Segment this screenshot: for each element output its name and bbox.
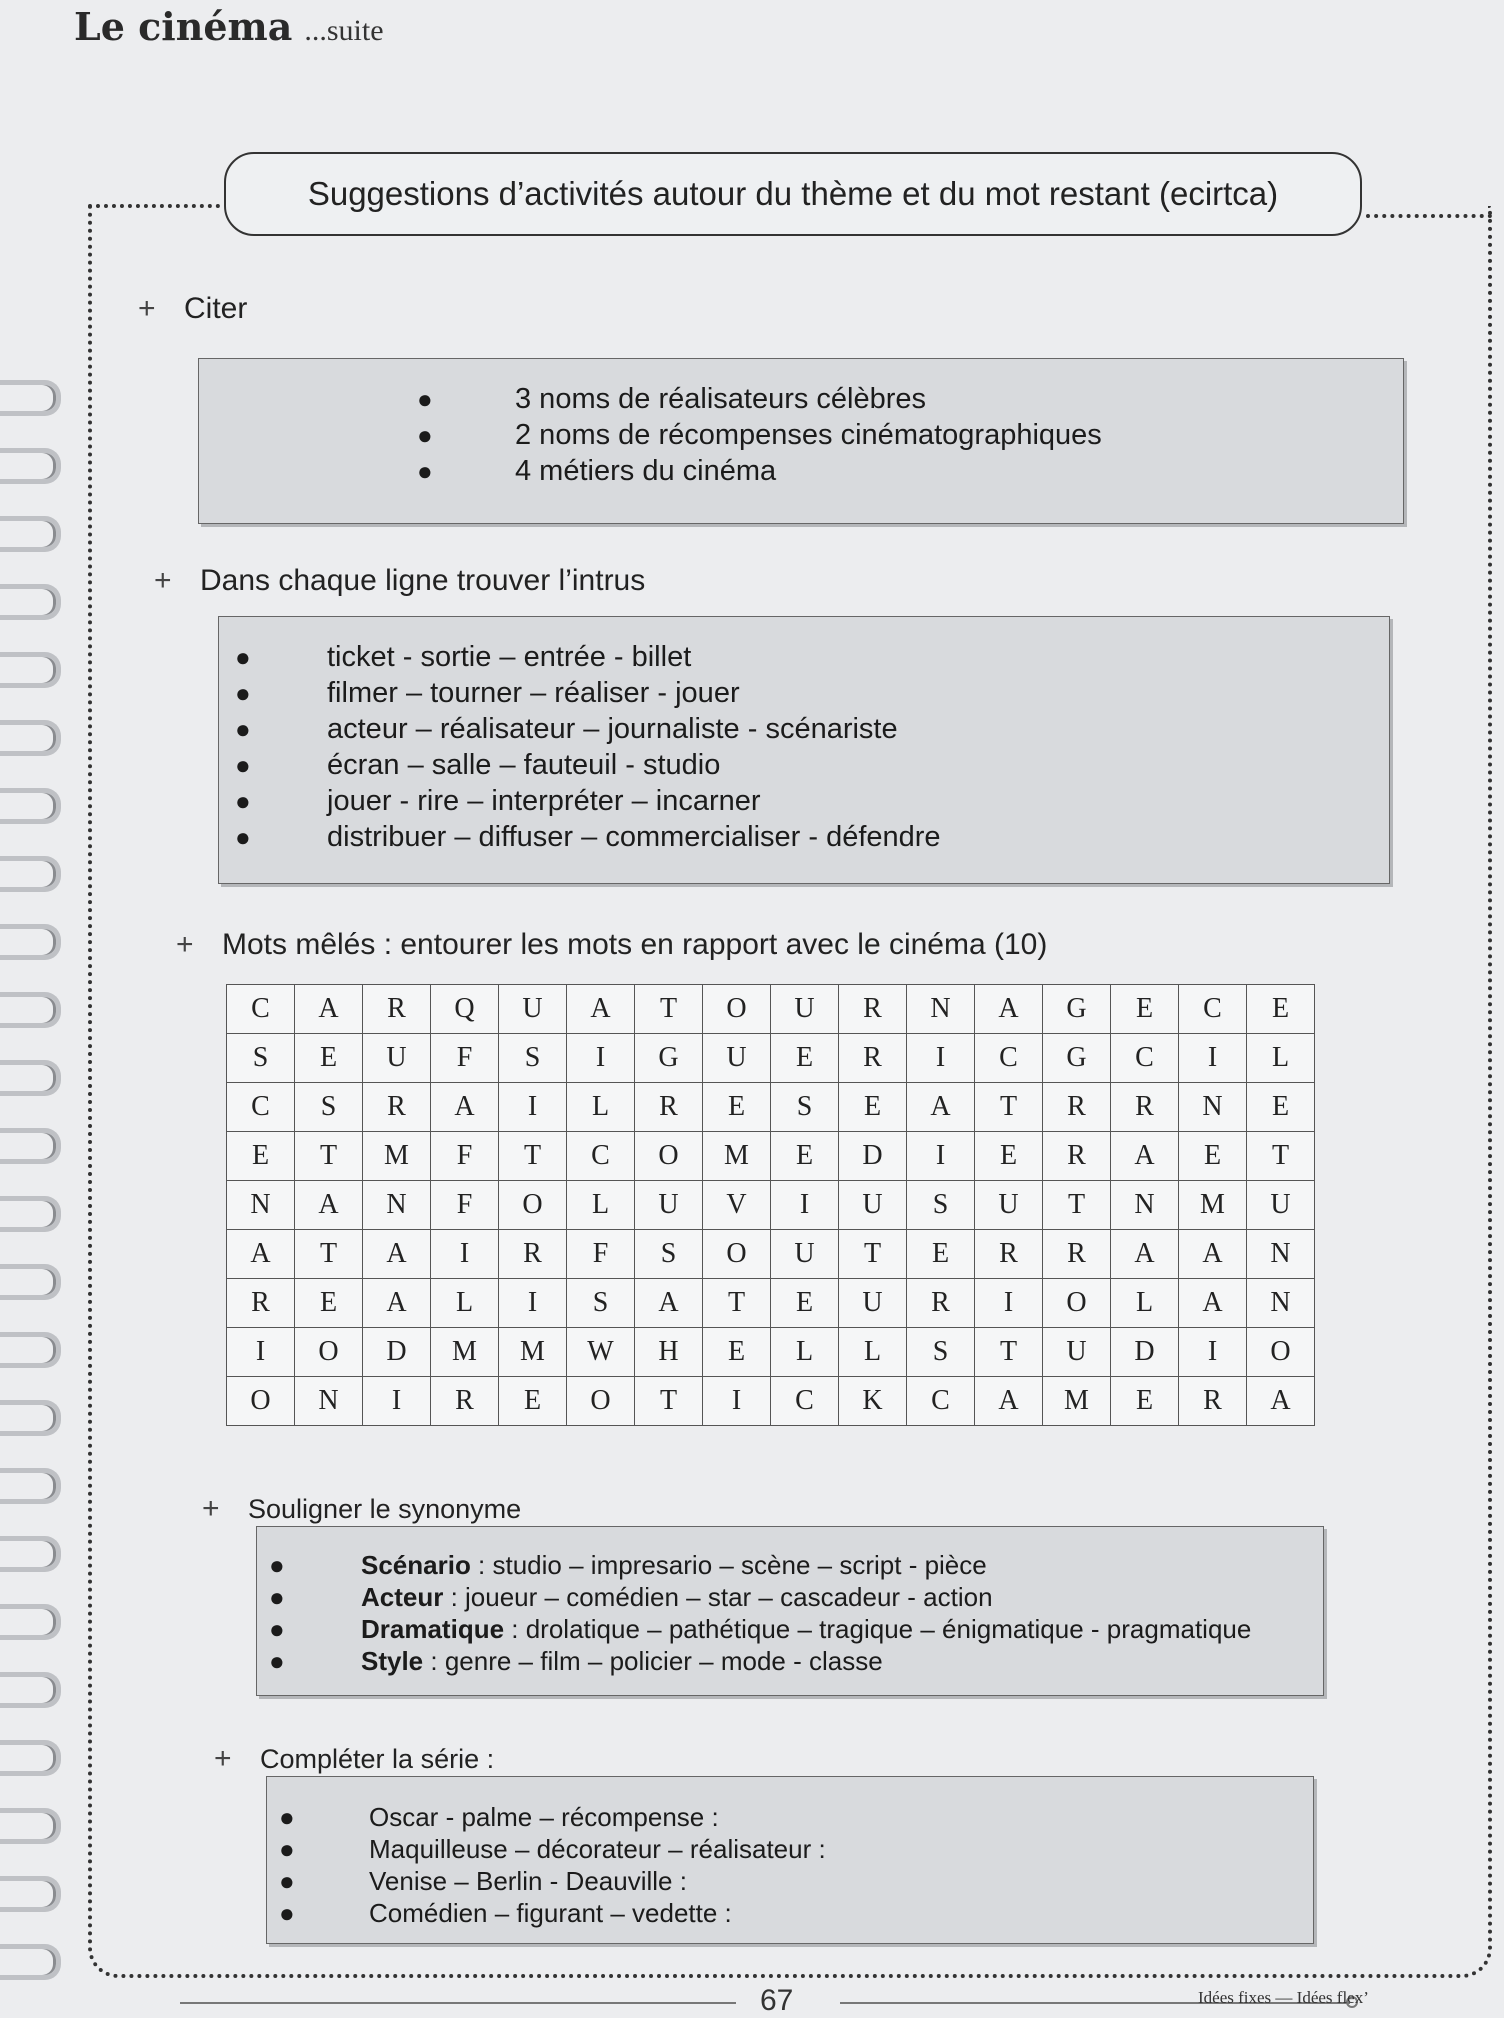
grid-cell: M: [1043, 1377, 1111, 1426]
grid-cell: S: [567, 1279, 635, 1328]
grid-cell: A: [1111, 1132, 1179, 1181]
grid-cell: K: [839, 1377, 907, 1426]
suggestions-banner: Suggestions d’activités autour du thème et du mot restant (ecirtca): [224, 152, 1362, 236]
grid-cell: D: [363, 1328, 431, 1377]
grid-cell: E: [703, 1083, 771, 1132]
plus-icon: +: [138, 292, 156, 325]
grid-cell: I: [363, 1377, 431, 1426]
grid-cell: O: [227, 1377, 295, 1426]
grid-cell: I: [703, 1377, 771, 1426]
spiral-ring: [0, 1740, 61, 1776]
grid-cell: E: [1247, 1083, 1315, 1132]
section-intrus-heading: [154, 564, 645, 598]
spiral-ring: [0, 856, 61, 892]
grid-cell: U: [1043, 1328, 1111, 1377]
grid-cell: R: [431, 1377, 499, 1426]
grid-row: [227, 985, 1315, 1034]
grid-cell: R: [1111, 1083, 1179, 1132]
grid-cell: N: [363, 1181, 431, 1230]
grid-cell: R: [635, 1083, 703, 1132]
grid-cell: I: [567, 1034, 635, 1083]
section-mots-meles-heading: [176, 928, 1047, 962]
grid-cell: R: [227, 1279, 295, 1328]
section-serie-title: Compléter la série :: [260, 1743, 495, 1774]
spiral-ring: [0, 448, 61, 484]
plus-icon: +: [202, 1492, 220, 1525]
grid-cell: R: [1043, 1132, 1111, 1181]
spiral-ring: [0, 1876, 61, 1912]
spiral-ring: [0, 652, 61, 688]
list-item: ● acteur – réalisateur – journaliste - scénariste: [235, 713, 898, 745]
grid-cell: G: [635, 1034, 703, 1083]
grid-cell: N: [907, 985, 975, 1034]
list-item: ● Oscar - palme – récompense :: [279, 1802, 719, 1832]
footer-credit: Idées fixes — Idées flex’: [1198, 1988, 1369, 2007]
list-item: ● Maquilleuse – décorateur – réalisateur :: [279, 1834, 826, 1864]
grid-cell: O: [1043, 1279, 1111, 1328]
plus-icon: +: [214, 1742, 232, 1775]
grid-cell: C: [227, 985, 295, 1034]
list-item: ● Venise – Berlin - Deauville :: [279, 1866, 687, 1896]
bullet-icon: ●: [269, 1582, 285, 1612]
spiral-ring: [0, 924, 61, 960]
grid-cell: E: [907, 1230, 975, 1279]
grid-cell: O: [295, 1328, 363, 1377]
serie-box: [266, 1776, 1314, 1944]
grid-cell: E: [1111, 985, 1179, 1034]
spiral-ring: [0, 1468, 61, 1504]
grid-cell: T: [635, 985, 703, 1034]
grid-cell: V: [703, 1181, 771, 1230]
grid-cell: S: [295, 1083, 363, 1132]
grid-cell: C: [227, 1083, 295, 1132]
grid-cell: I: [1179, 1034, 1247, 1083]
spiral-ring: [0, 1060, 61, 1096]
grid-cell: T: [703, 1279, 771, 1328]
bullet-icon: ●: [235, 678, 251, 708]
list-item: ● jouer - rire – interpréter – incarner: [235, 785, 761, 817]
bullet-icon: ●: [279, 1834, 295, 1864]
grid-cell: M: [499, 1328, 567, 1377]
plus-icon: +: [154, 564, 172, 597]
bullet-icon: ●: [235, 786, 251, 816]
grid-cell: I: [771, 1181, 839, 1230]
grid-row: [227, 1132, 1315, 1181]
synonyme-box: [256, 1526, 1324, 1696]
citer-box: [198, 358, 1404, 524]
grid-cell: T: [635, 1377, 703, 1426]
bullet-icon: ●: [417, 384, 433, 414]
grid-row: [227, 1230, 1315, 1279]
grid-cell: U: [839, 1279, 907, 1328]
page-title: [74, 4, 384, 49]
bullet-icon: ●: [279, 1898, 295, 1928]
grid-cell: E: [295, 1034, 363, 1083]
grid-cell: E: [771, 1034, 839, 1083]
spiral-ring: [0, 380, 61, 416]
list-item: ● 2 noms de récompenses cinématographiques: [417, 419, 1102, 451]
grid-cell: I: [975, 1279, 1043, 1328]
grid-cell: C: [771, 1377, 839, 1426]
title-sub: ...suite: [304, 14, 384, 47]
bullet-icon: ●: [269, 1646, 285, 1676]
spiral-ring: [0, 1808, 61, 1844]
grid-cell: D: [839, 1132, 907, 1181]
grid-cell: W: [567, 1328, 635, 1377]
spiral-ring: [0, 1672, 61, 1708]
section-intrus-title: Dans chaque ligne trouver l’intrus: [200, 564, 646, 597]
list-item: ● Style : genre – film – policier – mode - classe: [269, 1646, 883, 1676]
grid-cell: U: [703, 1034, 771, 1083]
grid-cell: F: [431, 1132, 499, 1181]
section-serie-heading: [214, 1742, 494, 1776]
grid-cell: I: [499, 1279, 567, 1328]
grid-cell: C: [1179, 985, 1247, 1034]
bullet-icon: ●: [235, 750, 251, 780]
bullet-icon: ●: [235, 642, 251, 672]
grid-cell: E: [975, 1132, 1043, 1181]
grid-cell: Q: [431, 985, 499, 1034]
grid-cell: A: [635, 1279, 703, 1328]
grid-cell: A: [975, 1377, 1043, 1426]
grid-cell: L: [567, 1181, 635, 1230]
list-item: ● 4 métiers du cinéma: [417, 455, 777, 487]
grid-cell: A: [1179, 1230, 1247, 1279]
list-item: ● écran – salle – fauteuil - studio: [235, 749, 721, 781]
grid-cell: R: [1043, 1230, 1111, 1279]
bullet-icon: ●: [417, 420, 433, 450]
grid-cell: N: [1247, 1230, 1315, 1279]
grid-cell: A: [295, 985, 363, 1034]
section-citer-title: Citer: [184, 292, 248, 325]
grid-cell: A: [431, 1083, 499, 1132]
grid-cell: E: [499, 1377, 567, 1426]
list-item: ● Comédien – figurant – vedette :: [279, 1898, 732, 1928]
grid-cell: G: [1043, 1034, 1111, 1083]
grid-cell: L: [1247, 1034, 1315, 1083]
section-synonyme-heading: [202, 1492, 521, 1526]
list-item: ● distribuer – diffuser – commercialiser - défendre: [235, 821, 941, 853]
word-search-grid: [226, 984, 1315, 1426]
grid-row: [227, 1328, 1315, 1377]
spiral-binding: [0, 380, 70, 2016]
grid-cell: I: [499, 1083, 567, 1132]
spiral-ring: [0, 1604, 61, 1640]
section-synonyme-title: Souligner le synonyme: [248, 1493, 522, 1524]
list-item: ● ticket - sortie – entrée - billet: [235, 641, 692, 673]
grid-cell: N: [295, 1377, 363, 1426]
grid-cell: A: [227, 1230, 295, 1279]
grid-cell: F: [431, 1181, 499, 1230]
bullet-icon: ●: [269, 1614, 285, 1644]
spiral-ring: [0, 516, 61, 552]
grid-cell: O: [703, 985, 771, 1034]
grid-cell: N: [1179, 1083, 1247, 1132]
grid-row: [227, 1377, 1315, 1426]
grid-cell: U: [771, 1230, 839, 1279]
grid-row: [227, 1181, 1315, 1230]
grid-cell: A: [975, 985, 1043, 1034]
bullet-icon: ●: [269, 1550, 285, 1580]
grid-cell: T: [975, 1328, 1043, 1377]
grid-cell: U: [771, 985, 839, 1034]
grid-cell: A: [363, 1230, 431, 1279]
grid-cell: A: [1111, 1230, 1179, 1279]
grid-cell: E: [839, 1083, 907, 1132]
spiral-ring: [0, 1196, 61, 1232]
grid-cell: R: [839, 985, 907, 1034]
grid-cell: E: [1179, 1132, 1247, 1181]
grid-cell: G: [1043, 985, 1111, 1034]
spiral-ring: [0, 1536, 61, 1572]
grid-cell: I: [907, 1132, 975, 1181]
title-main: Le cinéma: [74, 4, 293, 49]
grid-row: [227, 1034, 1315, 1083]
grid-cell: U: [839, 1181, 907, 1230]
grid-cell: E: [1111, 1377, 1179, 1426]
grid-row: [227, 1279, 1315, 1328]
grid-cell: O: [567, 1377, 635, 1426]
grid-cell: S: [499, 1034, 567, 1083]
grid-cell: U: [363, 1034, 431, 1083]
grid-cell: E: [295, 1279, 363, 1328]
grid-cell: C: [907, 1377, 975, 1426]
grid-cell: F: [567, 1230, 635, 1279]
grid-cell: H: [635, 1328, 703, 1377]
spiral-ring: [0, 788, 61, 824]
grid-cell: T: [295, 1132, 363, 1181]
grid-cell: O: [1247, 1328, 1315, 1377]
spiral-ring: [0, 720, 61, 756]
spiral-ring: [0, 1400, 61, 1436]
grid-cell: S: [907, 1328, 975, 1377]
footer-rule: [180, 2002, 736, 2004]
grid-cell: D: [1111, 1328, 1179, 1377]
grid-cell: C: [975, 1034, 1043, 1083]
intrus-box: [218, 616, 1390, 884]
spiral-ring: [0, 584, 61, 620]
plus-icon: +: [176, 928, 194, 961]
grid-row: [227, 1083, 1315, 1132]
list-item: ● Scénario : studio – impresario – scène – script - pièce: [269, 1550, 987, 1580]
grid-cell: C: [1111, 1034, 1179, 1083]
bullet-icon: ●: [279, 1866, 295, 1896]
spiral-ring: [0, 992, 61, 1028]
grid-cell: I: [227, 1328, 295, 1377]
grid-cell: O: [635, 1132, 703, 1181]
grid-cell: E: [703, 1328, 771, 1377]
grid-cell: T: [499, 1132, 567, 1181]
grid-cell: N: [227, 1181, 295, 1230]
page-footer: [180, 1984, 1380, 2016]
grid-cell: T: [1043, 1181, 1111, 1230]
grid-cell: L: [431, 1279, 499, 1328]
grid-cell: T: [975, 1083, 1043, 1132]
spiral-ring: [0, 1128, 61, 1164]
grid-cell: O: [703, 1230, 771, 1279]
grid-cell: S: [771, 1083, 839, 1132]
grid-cell: E: [771, 1279, 839, 1328]
grid-cell: R: [1043, 1083, 1111, 1132]
grid-cell: C: [567, 1132, 635, 1181]
grid-cell: M: [703, 1132, 771, 1181]
grid-cell: F: [431, 1034, 499, 1083]
grid-cell: I: [1179, 1328, 1247, 1377]
list-item: ● Dramatique : drolatique – pathétique – tragique – énigmatique - pragmatique: [269, 1614, 1252, 1644]
grid-cell: R: [1179, 1377, 1247, 1426]
section-citer-heading: [138, 292, 247, 326]
grid-cell: A: [363, 1279, 431, 1328]
grid-cell: L: [567, 1083, 635, 1132]
grid-cell: I: [907, 1034, 975, 1083]
list-item: ● filmer – tourner – réaliser - jouer: [235, 677, 740, 709]
grid-cell: A: [1247, 1377, 1315, 1426]
grid-cell: T: [839, 1230, 907, 1279]
grid-cell: U: [975, 1181, 1043, 1230]
grid-cell: R: [907, 1279, 975, 1328]
grid-cell: N: [1247, 1279, 1315, 1328]
grid-cell: A: [907, 1083, 975, 1132]
spiral-ring: [0, 1944, 61, 1980]
grid-cell: N: [1111, 1181, 1179, 1230]
bullet-icon: ●: [235, 822, 251, 852]
section-mots-meles-title: Mots mêlés : entourer les mots en rapport avec le cinéma (10): [222, 928, 1048, 961]
grid-cell: E: [1247, 985, 1315, 1034]
grid-cell: A: [567, 985, 635, 1034]
grid-cell: T: [1247, 1132, 1315, 1181]
grid-cell: R: [839, 1034, 907, 1083]
grid-cell: S: [907, 1181, 975, 1230]
page-number: 67: [760, 1984, 794, 2017]
grid-cell: R: [499, 1230, 567, 1279]
spiral-ring: [0, 1264, 61, 1300]
grid-cell: U: [499, 985, 567, 1034]
grid-cell: L: [771, 1328, 839, 1377]
grid-cell: R: [363, 985, 431, 1034]
grid-cell: U: [635, 1181, 703, 1230]
list-item: ● 3 noms de réalisateurs célèbres: [417, 383, 927, 415]
grid-cell: R: [363, 1083, 431, 1132]
grid-cell: A: [1179, 1279, 1247, 1328]
grid-cell: S: [227, 1034, 295, 1083]
grid-cell: M: [1179, 1181, 1247, 1230]
bullet-icon: ●: [279, 1802, 295, 1832]
grid-cell: T: [295, 1230, 363, 1279]
spiral-ring: [0, 1332, 61, 1368]
grid-cell: A: [295, 1181, 363, 1230]
grid-cell: U: [1247, 1181, 1315, 1230]
grid-cell: M: [431, 1328, 499, 1377]
list-item: ● Acteur : joueur – comédien – star – cascadeur - action: [269, 1582, 993, 1612]
grid-cell: M: [363, 1132, 431, 1181]
grid-cell: L: [1111, 1279, 1179, 1328]
grid-cell: E: [227, 1132, 295, 1181]
grid-cell: E: [771, 1132, 839, 1181]
bullet-icon: ●: [417, 456, 433, 486]
grid-cell: O: [499, 1181, 567, 1230]
bullet-icon: ●: [235, 714, 251, 744]
grid-cell: I: [431, 1230, 499, 1279]
grid-cell: S: [635, 1230, 703, 1279]
grid-cell: R: [975, 1230, 1043, 1279]
grid-cell: L: [839, 1328, 907, 1377]
